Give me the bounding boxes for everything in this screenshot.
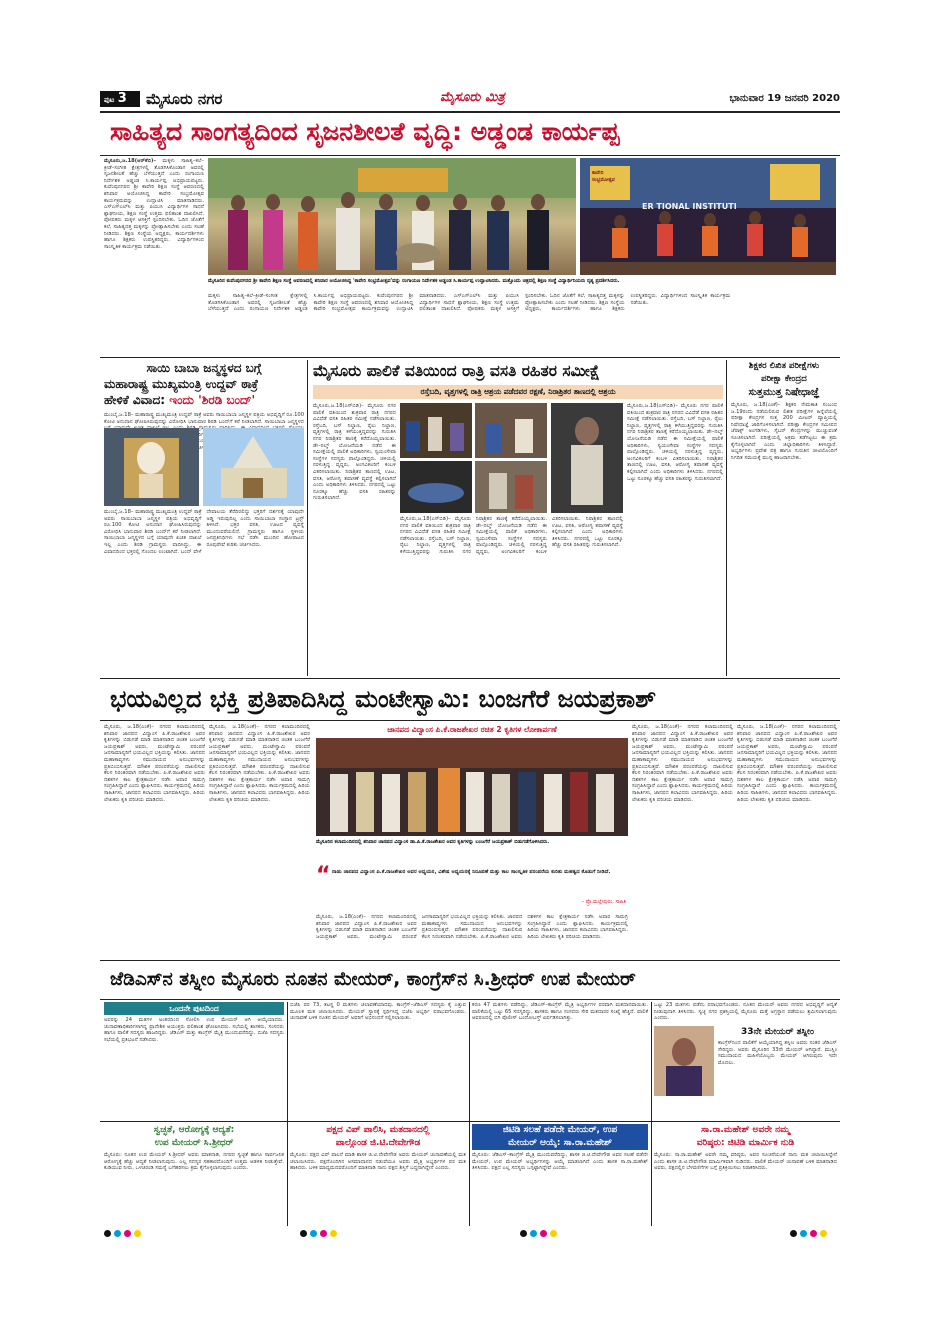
story5-body-col1 (104, 724, 205, 958)
story6-mayor-note-title: 33ನೇ ಮೇಯರ್ ತಸ್ನೀಂ (741, 1027, 814, 1037)
dance-stage (580, 158, 836, 275)
registration-dot (800, 1230, 807, 1237)
story2-body-lead (104, 412, 304, 426)
story5-kicker: ಜಾನಪದ ವಿದ್ವಾಂಸ ಪಿ.ಕೆ.ರಾಜಶೇಖರ ರಚಿತ 2 ಕೃತಿಗಳ ಲೋಕಾರ್ಪಣೆ (387, 725, 557, 734)
story3-subhead: ರಸ್ತೆಬದಿ, ವೃತ್ತಗಳಲ್ಲಿ ರಾತ್ರಿ ಆಶ್ರಯ ಪಡೆದವರ ರಕ್ಷಣೆ, ನಿರಾಶ್ರಿತರ ತಾಣದಲ್ಲಿ ಆಶ್ರಯ (313, 385, 723, 399)
story6-bottom-rule (100, 1121, 840, 1122)
quote-mark-icon: “ (316, 863, 331, 888)
shelter-scene (475, 461, 547, 513)
registration-dot (300, 1230, 307, 1237)
story6-col4: ಒಟ್ಟು 23 ಮತಗಳು ಪಡೆದು ಪರಾಭವಗೊಂಡರು. ನೂತನ ಮೇಯರ್ ಅವರು ನಗರದ ಅಭಿವೃದ್ಧಿಗೆ ಆದ್ಯತೆ ನೀಡುವುದಾಗಿ ತಿಳಿಸಿದರು. ಸ್ವಚ್ಛ ನಗರ ಪ್ರಶಸ್ತಿಯಲ್ಲಿ ಮೈಸೂರು ಮತ್ತೆ ಅಗ್ರಸ್ಥಾನ ಪಡೆಯಲು ಶ್ರಮಿಸಲಾಗುವುದು ಎಂದರು. (654, 1002, 837, 1022)
registration-dot (114, 1230, 121, 1237)
story5-headline: ಭಯವಿಲ್ಲದ ಭಕ್ತಿ ಪ್ರತಿಪಾದಿಸಿದ್ದ ಮಂಟೇಸ್ವಾಮಿ: ಬಂಜಗೆರೆ ಜಯಪ್ರಕಾಶ್ (110, 685, 657, 713)
brief3-headline-line2: ಮೇಯರ್ ಆಯ್ಕೆ: ಸಾ.ರಾ.ಮಹೇಶ್ (508, 1138, 612, 1148)
page-number-badge (100, 91, 140, 107)
registration-marks-left (104, 1230, 164, 1238)
registration-dot (520, 1230, 527, 1237)
story2-4-bottom-rule (100, 678, 840, 679)
story6-head-rule (100, 999, 840, 1000)
story2-body: ಮುಂಬೈ,ಜ.18– ಮಹಾರಾಷ್ಟ್ರ ಮುಖ್ಯಮಂತ್ರಿ ಉದ್ಧವ್ ಠಾಕ್ರೆ ಅವರು ಸಾಯಿಬಾಬಾ ಜನ್ಮಸ್ಥಳ ಪತ್ರಿಯ ಅಭಿವೃದ್ಧಿಗೆ ರೂ.100 ಕೋಟಿ ಅನುದಾನ ಘೋಷಿಸಿರುವುದನ್ನು ವಿರೋಧಿಸಿ ಭಾನುವಾರ ಶಿರಡಿ ಬಂದ್‌ಗೆ ಕರೆ ನೀಡಲಾಗಿದೆ. ಸಾಯಿಬಾಬಾ ಜನ್ಮಸ್ಥಳದ ಬಗ್ಗೆ ಯಾವುದೇ ಖಚಿತ ದಾಖಲೆ ಇಲ್ಲ ಎಂದು ಶಿರಡಿ ಗ್ರಾಮಸ್ಥರು ವಾದಿಸಿದ್ದು, ಈ ವಿವಾದದಿಂದ ಭಕ್ತರಲ್ಲಿ ಗೊಂದಲ ಉಂಟಾಗಿದೆ. ಬಂದ್ ವೇಳೆ ದೇವಾಲಯ ತೆರೆದಿರಲಿದ್ದು ಭಕ್ತರಿಗೆ ದರ್ಶನಕ್ಕೆ ಯಾವುದೇ ಅಡ್ಡಿ ಇರುವುದಿಲ್ಲ ಎಂದು ಸಾಯಿಬಾಬಾ ಸಂಸ್ಥಾನ ಟ್ರಸ್ಟ್ ತಿಳಿಸಿದೆ. ಭಕ್ತರ ವಸತಿ, ಊಟದ ವ್ಯವಸ್ಥೆ ಮುಂದುವರೆಯಲಿದೆ. ಗ್ರಾಮಸ್ಥರು ಹಾಗೂ ಸ್ಥಳೀಯ ಜನಪ್ರತಿನಿಧಿಗಳು ಸಭೆ ನಡೆಸಿ ಮುಂದಿನ ಹೋರಾಟದ ರೂಪುರೇಷೆ ಕುರಿತು ಚರ್ಚಿಸಿದರು. (104, 509, 304, 555)
story5-body-under-quote: ಮೈಸೂರು, ಜ.18(ಎಂಕೆ)– ನಗರದ ಕಲಾಮಂದಿರದಲ್ಲಿ ಶನಿವಾರ ಜಾನಪದ ವಿದ್ವಾಂಸ ಪಿ.ಕೆ.ರಾಜಶೇಖರ ಅವರ ಕೃತಿಗಳನ್ನು ಬಿಡುಗಡೆ ಮಾಡಿ ಮಾತನಾಡಿದ ಚಿಂತಕ ಬಂಜಗೆರೆ ಜಯಪ್ರಕಾಶ್ ಅವರು, ಮಂಟೇಸ್ವಾಮಿ ಪರಂಪರೆ ಜನಸಾಮಾನ್ಯರಿಗೆ ಭಯವಿಲ್ಲದ ಭಕ್ತಿಯನ್ನು ಕಲಿಸಿತು. ಜಾನಪದ ಮಹಾಕಾವ್ಯಗಳು ಸಮುದಾಯದ ಅನುಭವಗಳನ್ನು ಪ್ರತಿಬಿಂಬಿಸುತ್ತವೆ. ಮೌಖಿಕ ಪರಂಪರೆಯನ್ನು ದಾಖಲಿಸುವ ಕೆಲಸ ನಿರಂತರವಾಗಿ ನಡೆಯಬೇಕು. ಪಿ.ಕೆ.ರಾಜಶೇಖರ ಅವರು ದಶಕಗಳ ಕಾಲ ಕ್ಷೇತ್ರಕಾರ್ಯ ನಡೆಸಿ ಅಪಾರ ಸಾಮಗ್ರಿ ಸಂಗ್ರಹಿಸಿದ್ದಾರೆ ಎಂದು ಶ್ಲಾಘಿಸಿದರು. ಕಾರ್ಯಕ್ರಮದಲ್ಲಿ ಹಿರಿಯ ಸಾಹಿತಿಗಳು, ಜಾನಪದ ಕಲಾವಿದರು ಭಾಗವಹಿಸಿದ್ದರು. ಹಿರಿಯ ಲೇಖಕರು ಕೃತಿ ಪರಿಚಯ ಮಾಡಿದರು. (316, 914, 628, 940)
story3-body-col-last: ಮೈಸೂರು,ಜ.18(ಎಸ್‌ಬಿಡಿ)– ಮೈಸೂರು ನಗರ ಪಾಲಿಕೆ ವತಿಯಿಂದ ಶುಕ್ರವಾರ ರಾತ್ರಿ ನಗರದ ವಿವಿಧೆಡೆ ವಸತಿ ರಹಿತರ ಸಮೀಕ್ಷೆ ನಡೆಸಲಾಯಿತು. ರಸ್ತೆಬದಿ, ಬಸ್ ನಿಲ್ದಾಣ, ರೈಲು ನಿಲ್ದಾಣ, ವೃತ್ತಗಳಲ್ಲಿ ರಾತ್ರಿ ಕಳೆಯುತ್ತಿದ್ದವರನ್ನು ಗುರುತಿಸಿ ನಗರ ನಿರಾಶ್ರಿತರ ತಾಣಕ್ಕೆ ಕರೆದೊಯ್ಯಲಾಯಿತು. ಡೇ–ನಲ್ಮ್ ಯೋಜನೆಯಡಿ ನಡೆದ ಈ ಸಮೀಕ್ಷೆಯಲ್ಲಿ ಪಾಲಿಕೆ ಅಧಿಕಾರಿಗಳು, ಸ್ವಯಂಸೇವಾ ಸಂಸ್ಥೆಗಳ ಸದಸ್ಯರು ಪಾಲ್ಗೊಂಡಿದ್ದರು. ಚಳಿಯಲ್ಲಿ ನರಳುತ್ತಿದ್ದ ವೃದ್ಧರು, ಅಂಗವಿಕಲರಿಗೆ ಕಂಬಳಿ ವಿತರಿಸಲಾಯಿತು. ನಿರಾಶ್ರಿತರ ತಾಣದಲ್ಲಿ ಊಟ, ವಸತಿ, ಆರೋಗ್ಯ ತಪಾಸಣೆ ವ್ಯವಸ್ಥೆ ಕಲ್ಪಿಸಲಾಗಿದೆ ಎಂದು ಅಧಿಕಾರಿಗಳು ತಿಳಿಸಿದರು. ನಗರದಲ್ಲಿ ಒಟ್ಟು ನೂರಕ್ಕೂ ಹೆಚ್ಚು ವಸತಿ ರಹಿತರನ್ನು ಗುರುತಿಸಲಾಗಿದೆ. (627, 403, 723, 482)
book-release-stage (316, 738, 628, 836)
bottom-divider-3 (651, 1002, 652, 1226)
brief3-headline-line1: ಜಿಟಿಡಿ ಸಲಹೆ ಪಡೆದೇ ಮೇಯರ್, ಉಪ (502, 1125, 618, 1135)
story6-col3: ಕರಣ 47 ಮತಗಳು ಪಡೆದಿದ್ದು, ಜೆಡಿಎಸ್–ಕಾಂಗ್ರೆಸ್ ಮೈತ್ರಿ ಅಭ್ಯರ್ಥಿಗಳ ಪರವಾಗಿ ಮತದಾನವಾಯಿತು. ಪಾಲಿಕೆಯಲ್ಲಿ ಒಟ್ಟು 65 ಸದಸ್ಯರಿದ್ದು, ಶಾಸಕರು ಹಾಗೂ ಸಂಸದರು ಸೇರಿ ಮತದಾರರ ಸಂಖ್ಯೆ ಹೆಚ್ಚಿದೆ. ಪಾಲಿಕೆ ಆವರಣದಲ್ಲಿ ಬಿಗಿ ಪೊಲೀಸ್ ಬಂದೋಬಸ್ತ್ ಏರ್ಪಡಿಸಲಾಗಿತ್ತು. (472, 1002, 648, 1022)
story5-photo-book-release (316, 738, 628, 836)
story6-photo-mayor (654, 1026, 714, 1096)
registration-dot (550, 1230, 557, 1237)
story6-col2: ಬಿಜೆಪಿ ಪರ 73, ತಟಸ್ಥ 0 ಮತಗಳು ಚಲಾವಣೆಯಾದವು. ಕಾಂಗ್ರೆಸ್–ಜೆಡಿಎಸ್ ಸದಸ್ಯರು ಕೈ ಎತ್ತುವ ಮೂಲಕ ಮತ ಚಲಾಯಿಸಿದರು. ಮೇಯರ್ ಸ್ಥಾನಕ್ಕೆ ಸ್ಪರ್ಧಿಸಿದ್ದ ಬಿಜೆಪಿ ಅಭ್ಯರ್ಥಿ ಪರಾಭವಗೊಂಡರು. ಚುನಾವಣೆ ಬಳಿಕ ನೂತನ ಮೇಯರ್ ಅವರಿಗೆ ಅಭಿನಂದನೆ ಸಲ್ಲಿಸಲಾಯಿತು. (290, 1002, 466, 1022)
brief2-headline-line2: ಪಾಲ್ಗೊಂಡ ಜಿ.ಟಿ.ದೇವೇಗೌಡ (335, 1138, 421, 1148)
story5-quote-box (316, 863, 628, 913)
story2-body-lead-text: ಮುಂಬೈ,ಜ.18– ಮಹಾರಾಷ್ಟ್ರ ಮುಖ್ಯಮಂತ್ರಿ ಉದ್ಧವ್ ಠಾಕ್ರೆ ಅವರು ಸಾಯಿಬಾಬಾ ಜನ್ಮಸ್ಥಳ ಪತ್ರಿಯ ಅಭಿವೃದ್ಧಿಗೆ ರೂ.100 ಕೋಟಿ ಅನುದಾನ ಘೋಷಿಸಿರುವುದನ್ನು ವಿರೋಧಿಸಿ ಭಾನುವಾರ ಶಿರಡಿ ಬಂದ್‌ಗೆ ಕರೆ ನೀಡಲಾಗಿದೆ. ಸಾಯಿಬಾಬಾ ಜನ್ಮಸ್ಥಳದ (104, 412, 304, 425)
story3-body-col1 (313, 403, 396, 676)
registration-dot (124, 1230, 131, 1237)
story3-photo-people (475, 403, 547, 458)
brief2-body: ಮೈಸೂರು: ಪಕ್ಷದ ವಿಪ್ ಪಾಲನೆ ಮಾಡಿ ಶಾಸಕ ಜಿ.ಟಿ.ದೇವೇಗೌಡ ಅವರು ಮೇಯರ್ ಚುನಾವಣೆಯಲ್ಲಿ ಮತ ಚಲಾಯಿಸಿದರು. ಪಕ್ಷದೊಂದಿಗಿನ ಅಸಮಾಧಾನದ ನಡುವೆಯೂ ಅವರು ಮೈತ್ರಿ ಅಭ್ಯರ್ಥಿಗಳ ಪರ ಮತ ಹಾಕಿದರು. ಬಳಿಕ ಮಾಧ್ಯಮದವರೊಂದಿಗೆ ಮಾತನಾಡಿ ನಾನು ಪಕ್ಷದ ಶಿಸ್ತಿಗೆ ಬದ್ಧನಾಗಿದ್ದೇನೆ ಎಂದರು. (290, 1152, 466, 1172)
story5-body: ಮೈಸೂರು, ಜ.18(ಎಂಕೆ)– ನಗರದ ಕಲಾಮಂದಿರದಲ್ಲಿ ಶನಿವಾರ ಜಾನಪದ ವಿದ್ವಾಂಸ ಪಿ.ಕೆ.ರಾಜಶೇಖರ ಅವರ ಕೃತಿಗಳನ್ನು ಬಿಡುಗಡೆ ಮಾಡಿ ಮಾತನಾಡಿದ ಚಿಂತಕ ಬಂಜಗೆರೆ ಜಯಪ್ರಕಾಶ್ ಅವರು, ಮಂಟೇಸ್ವಾಮಿ ಪರಂಪರೆ ಜನಸಾಮಾನ್ಯರಿಗೆ ಭಯವಿಲ್ಲದ ಭಕ್ತಿಯನ್ನು ಕಲಿಸಿತು. ಜಾನಪದ ಮಹಾಕಾವ್ಯಗಳು ಸಮುದಾಯದ ಅನುಭವಗಳನ್ನು ಪ್ರತಿಬಿಂಬಿಸುತ್ತವೆ. ಮೌಖಿಕ ಪರಂಪರೆಯನ್ನು ದಾಖಲಿಸುವ ಕೆಲಸ ನಿರಂತರವಾಗಿ ನಡೆಯಬೇಕು. ಪಿ.ಕೆ.ರಾಜಶೇಖರ ಅವರು ದಶಕಗಳ ಕಾಲ ಕ್ಷೇತ್ರಕಾರ್ಯ ನಡೆಸಿ ಅಪಾರ ಸಾಮಗ್ರಿ ಸಂಗ್ರಹಿಸಿದ್ದಾರೆ ಎಂದು ಶ್ಲಾಘಿಸಿದರು. ಕಾರ್ಯಕ್ರಮದಲ್ಲಿ ಹಿರಿಯ ಸಾಹಿತಿಗಳು, ಜಾನಪದ ಕಲಾವಿದರು ಭಾಗವಹಿಸಿದ್ದರು. ಹಿರಿಯ ಲೇಖಕರು ಕೃತಿ ಪರಿಚಯ ಮಾಡಿದರು. (104, 724, 205, 803)
ceremony-figures (208, 158, 576, 275)
story3-body-more: ಮೈಸೂರು,ಜ.18(ಎಸ್‌ಬಿಡಿ)– ಮೈಸೂರು ನಗರ ಪಾಲಿಕೆ ವತಿಯಿಂದ ಶುಕ್ರವಾರ ರಾತ್ರಿ ನಗರದ ವಿವಿಧೆಡೆ ವಸತಿ ರಹಿತರ ಸಮೀಕ್ಷೆ ನಡೆಸಲಾಯಿತು. ರಸ್ತೆಬದಿ, ಬಸ್ ನಿಲ್ದಾಣ, ರೈಲು ನಿಲ್ದಾಣ, ವೃತ್ತಗಳಲ್ಲಿ ರಾತ್ರಿ ಕಳೆಯುತ್ತಿದ್ದವರನ್ನು ಗುರುತಿಸಿ ನಗರ ನಿರಾಶ್ರಿತರ ತಾಣಕ್ಕೆ ಕರೆದೊಯ್ಯಲಾಯಿತು. ಡೇ–ನಲ್ಮ್ ಯೋಜನೆಯಡಿ ನಡೆದ ಈ ಸಮೀಕ್ಷೆಯಲ್ಲಿ ಪಾಲಿಕೆ ಅಧಿಕಾರಿಗಳು, ಸ್ವಯಂಸೇವಾ ಸಂಸ್ಥೆಗಳ ಸದಸ್ಯರು ಪಾಲ್ಗೊಂಡಿದ್ದರು. ಚಳಿಯಲ್ಲಿ ನರಳುತ್ತಿದ್ದ ವೃದ್ಧರು, ಅಂಗವಿಕಲರಿಗೆ ಕಂಬಳಿ ವಿತರಿಸಲಾಯಿತು. ನಿರಾಶ್ರಿತರ ತಾಣದಲ್ಲಿ ಊಟ, ವಸತಿ, ಆರೋಗ್ಯ ತಪಾಸಣೆ ವ್ಯವಸ್ಥೆ ಕಲ್ಪಿಸಲಾಗಿದೆ ಎಂದು ಅಧಿಕಾರಿಗಳು ತಿಳಿಸಿದರು. ನಗರದಲ್ಲಿ ಒಟ್ಟು ನೂರಕ್ಕೂ ಹೆಚ್ಚು ವಸತಿ ರಹಿತರನ್ನು ಗುರುತಿಸಲಾಗಿದೆ. (400, 516, 623, 555)
people-scene (475, 403, 547, 458)
brief4-body: ಮೈಸೂರು: ಸಾ.ರಾ.ಮಹೇಶ್ ಅವರೇ ನಮ್ಮ ವರಿಷ್ಠರು, ಅವರ ಸೂಚನೆಯಂತೆ ನಾನು ಮತ ಚಲಾಯಿಸಿದ್ದೇನೆ ಎಂದು ಶಾಸಕ ಜಿ.ಟಿ.ದೇವೇಗೌಡ ಮಾರ್ಮಿಕವಾಗಿ ನುಡಿದರು. ಪಾಲಿಕೆ ಮೇಯರ್ ಚುನಾವಣೆ ಬಳಿಕ ಮಾತನಾಡಿದ ಅವರು, ಪಕ್ಷದಲ್ಲಿನ ಬೆಳವಣಿಗೆಗಳ ಬಗ್ಗೆ ಪ್ರತಿಕ್ರಿಯಿಸಲು ನಿರಾಕರಿಸಿದರು. (654, 1152, 837, 1172)
page-number: 3 (117, 91, 127, 106)
bottom-divider-1 (287, 1002, 288, 1226)
registration-marks-mid-right (520, 1230, 580, 1238)
story5-head-rule (100, 720, 840, 721)
story5-body-col2: ಮೈಸೂರು, ಜ.18(ಎಂಕೆ)– ನಗರದ ಕಲಾಮಂದಿರದಲ್ಲಿ ಶನಿವಾರ ಜಾನಪದ ವಿದ್ವಾಂಸ ಪಿ.ಕೆ.ರಾಜಶೇಖರ ಅವರ ಕೃತಿಗಳನ್ನು ಬಿಡುಗಡೆ ಮಾಡಿ ಮಾತನಾಡಿದ ಚಿಂತಕ ಬಂಜಗೆರೆ ಜಯಪ್ರಕಾಶ್ ಅವರು, ಮಂಟೇಸ್ವಾಮಿ ಪರಂಪರೆ ಜನಸಾಮಾನ್ಯರಿಗೆ ಭಯವಿಲ್ಲದ ಭಕ್ತಿಯನ್ನು ಕಲಿಸಿತು. ಜಾನಪದ ಮಹಾಕಾವ್ಯಗಳು ಸಮುದಾಯದ ಅನುಭವಗಳನ್ನು ಪ್ರತಿಬಿಂಬಿಸುತ್ತವೆ. ಮೌಖಿಕ ಪರಂಪರೆಯನ್ನು ದಾಖಲಿಸುವ ಕೆಲಸ ನಿರಂತರವಾಗಿ ನಡೆಯಬೇಕು. ಪಿ.ಕೆ.ರಾಜಶೇಖರ ಅವರು ದಶಕಗಳ ಕಾಲ ಕ್ಷೇತ್ರಕಾರ್ಯ ನಡೆಸಿ ಅಪಾರ ಸಾಮಗ್ರಿ ಸಂಗ್ರಹಿಸಿದ್ದಾರೆ ಎಂದು ಶ್ಲಾಘಿಸಿದರು. ಕಾರ್ಯಕ್ರಮದಲ್ಲಿ ಹಿರಿಯ ಸಾಹಿತಿಗಳು, ಜಾನಪದ ಕಲಾವಿದರು ಭಾಗವಹಿಸಿದ್ದರು. ಹಿರಿಯ ಲೇಖಕರು ಕೃತಿ ಪರಿಚಯ ಮಾಡಿದರು. (209, 724, 310, 803)
story4-headline (731, 360, 837, 399)
story5-body-col5: ಮೈಸೂರು, ಜ.18(ಎಂಕೆ)– ನಗರದ ಕಲಾಮಂದಿರದಲ್ಲಿ ಶನಿವಾರ ಜಾನಪದ ವಿದ್ವಾಂಸ ಪಿ.ಕೆ.ರಾಜಶೇಖರ ಅವರ ಕೃತಿಗಳನ್ನು ಬಿಡುಗಡೆ ಮಾಡಿ ಮಾತನಾಡಿದ ಚಿಂತಕ ಬಂಜಗೆರೆ ಜಯಪ್ರಕಾಶ್ ಅವರು, ಮಂಟೇಸ್ವಾಮಿ ಪರಂಪರೆ ಜನಸಾಮಾನ್ಯರಿಗೆ ಭಯವಿಲ್ಲದ ಭಕ್ತಿಯನ್ನು ಕಲಿಸಿತು. ಜಾನಪದ ಮಹಾಕಾವ್ಯಗಳು ಸಮುದಾಯದ ಅನುಭವಗಳನ್ನು ಪ್ರತಿಬಿಂಬಿಸುತ್ತವೆ. ಮೌಖಿಕ ಪರಂಪರೆಯನ್ನು ದಾಖಲಿಸುವ ಕೆಲಸ ನಿರಂತರವಾಗಿ ನಡೆಯಬೇಕು. ಪಿ.ಕೆ.ರಾಜಶೇಖರ ಅವರು ದಶಕಗಳ ಕಾಲ ಕ್ಷೇತ್ರಕಾರ್ಯ ನಡೆಸಿ ಅಪಾರ ಸಾಮಗ್ರಿ ಸಂಗ್ರಹಿಸಿದ್ದಾರೆ ಎಂದು ಶ್ಲಾಘಿಸಿದರು. ಕಾರ್ಯಕ್ರಮದಲ್ಲಿ ಹಿರಿಯ ಸಾಹಿತಿಗಳು, ಜಾನಪದ ಕಲಾವಿದರು ಭಾಗವಹಿಸಿದ್ದರು. ಹಿರಿಯ ಲೇಖಕರು ಕೃತಿ ಪರಿಚಯ ಮಾಡಿದರು. (737, 724, 837, 803)
banner-line1: ಕಾವೇರಿ (592, 170, 604, 176)
story6-headline: ಜೆಡಿಎಸ್‌ನ ತಸ್ನೀಂ ಮೈಸೂರು ನೂತನ ಮೇಯರ್, ಕಾಂಗ್ರೆಸ್‌ನ ಸಿ.ಶ್ರೀಧರ್ ಉಪ ಮೇಯರ್ (110, 969, 636, 990)
registration-dot (820, 1230, 827, 1237)
newspaper-name: ಮೈಸೂರು ಮಿತ್ರ (440, 90, 505, 105)
story3-photo-shelter (475, 461, 547, 513)
bottom-divider-2 (469, 1002, 470, 1226)
section-name: ಮೈಸೂರು ನಗರ (146, 90, 223, 108)
story5-caption: ಮೈಸೂರಿನ ಕಲಾಮಂದಿರದಲ್ಲಿ ಶನಿವಾರ ಜಾನಪದ ವಿದ್ವಾಂಸ ಡಾ.ಪಿ.ಕೆ.ರಾಜಶೇಖರ ಅವರ ಕೃತಿಗಳನ್ನು ಬಂಜಗೆರೆ ಜಯಪ್ರಕಾಶ್ ಬಿಡುಗಡೆಗೊಳಿಸಿದರು. (316, 839, 550, 845)
story6-col1: ಅವರನ್ನು 24 ಮತಗಳ ಅಂತರದಿಂದ ಸೋಲಿಸಿ ಉಪ ಮೇಯರ್ ಆಗಿ ಆಯ್ಕೆಯಾದರು. ಚುನಾವಣಾಧಿಕಾರಿಗಳಾಗಿದ್ದ ಪ್ರಾದೇಶಿಕ ಆಯುಕ್ತರು ಫಲಿತಾಂಶ ಘೋಷಿಸಿದರು. ಸಭೆಯಲ್ಲಿ ಶಾಸಕರು, ಸಂಸದರು ಹಾಗೂ ಪಾಲಿಕೆ ಸದಸ್ಯರು ಹಾಜರಿದ್ದರು. ಜೆಡಿಎಸ್ ಮತ್ತು ಕಾಂಗ್ರೆಸ್ ಮೈತ್ರಿ ಮುಂದುವರೆದಿದ್ದು, ಬಿಜೆಪಿ ಸದಸ್ಯರು ಸಭೆಯಲ್ಲಿ ಪ್ರತಿಭಟನೆ ನಡೆಸಿದರು. (104, 1017, 284, 1043)
story4-headline-line1: ಶಿಕ್ಷಕರ ಲಿಖಿತ ಪರೀಕ್ಷೆಗಳು (748, 361, 820, 371)
story3-photo-sleeping (400, 461, 472, 513)
story6-continued-tag: ಒಂದನೇ ಪುಟದಿಂದ (104, 1002, 284, 1015)
story3-headline: ಮೈಸೂರು ಪಾಲಿಕೆ ವತಿಯಿಂದ ರಾತ್ರಿ ವಸತಿ ರಹಿತರ ಸಮೀಕ್ಷೆ (313, 362, 600, 380)
story5-quote-attribution: – ಪ್ರೊ.ಮಲ್ಲೇಪುರಂ, ಸಾಹಿತಿ (581, 899, 626, 905)
brief2-headline-line1: ಪಕ್ಷದ ವಿಪ್ ಪಾಲಿಸಿ, ಮತದಾನದಲ್ಲಿ (326, 1125, 430, 1135)
story3-body: ಮೈಸೂರು,ಜ.18(ಎಸ್‌ಬಿಡಿ)– ಮೈಸೂರು ನಗರ ಪಾಲಿಕೆ ವತಿಯಿಂದ ಶುಕ್ರವಾರ ರಾತ್ರಿ ನಗರದ ವಿವಿಧೆಡೆ ವಸತಿ ರಹಿತರ ಸಮೀಕ್ಷೆ ನಡೆಸಲಾಯಿತು. ರಸ್ತೆಬದಿ, ಬಸ್ ನಿಲ್ದಾಣ, ರೈಲು ನಿಲ್ದಾಣ, ವೃತ್ತಗಳಲ್ಲಿ ರಾತ್ರಿ ಕಳೆಯುತ್ತಿದ್ದವರನ್ನು ಗುರುತಿಸಿ ನಗರ ನಿರಾಶ್ರಿತರ ತಾಣಕ್ಕೆ ಕರೆದೊಯ್ಯಲಾಯಿತು. ಡೇ–ನಲ್ಮ್ ಯೋಜನೆಯಡಿ ನಡೆದ ಈ ಸಮೀಕ್ಷೆಯಲ್ಲಿ ಪಾಲಿಕೆ ಅಧಿಕಾರಿಗಳು, ಸ್ವಯಂಸೇವಾ ಸಂಸ್ಥೆಗಳ ಸದಸ್ಯರು ಪಾಲ್ಗೊಂಡಿದ್ದರು. ಚಳಿಯಲ್ಲಿ ನರಳುತ್ತಿದ್ದ ವೃದ್ಧರು, ಅಂಗವಿಕಲರಿಗೆ ಕಂಬಳಿ ವಿತರಿಸಲಾಯಿತು. ನಿರಾಶ್ರಿತರ ತಾಣದಲ್ಲಿ ಊಟ, ವಸತಿ, ಆರೋಗ್ಯ ತಪಾಸಣೆ ವ್ಯವಸ್ಥೆ ಕಲ್ಪಿಸಲಾಗಿದೆ ಎಂದು ಅಧಿಕಾರಿಗಳು ತಿಳಿಸಿದರು. ನಗರದಲ್ಲಿ ಒಟ್ಟು ನೂರಕ್ಕೂ ಹೆಚ್ಚು ವಸತಿ ರಹಿತರನ್ನು ಗುರುತಿಸಲಾಗಿದೆ. (313, 403, 396, 502)
story2-photo-shirdi (104, 428, 199, 506)
page-label: ಪುಟ (104, 96, 115, 104)
shirdi-temple-image (104, 428, 199, 506)
story6-mayor-note: ಕಾಂಗ್ರೆಸ್‌ನಿಂದ ಪಾಲಿಕೆಗೆ ಆಯ್ಕೆಯಾಗಿದ್ದ ತಸ್ನೀಂ ಅವರು ನಂತರ ಜೆಡಿಎಸ್ ಸೇರಿದ್ದರು. ಅವರು ಮೈಸೂರಿನ 33ನೇ ಮೇಯರ್ ಆಗಿದ್ದಾರೆ. ಮುಸ್ಲಿಂ ಸಮುದಾಯದ ಮಹಿಳೆಯೊಬ್ಬರು ಮೇಯರ್ ಆಗಿರುವುದು ಇದೇ ಮೊದಲು. (718, 1040, 837, 1066)
story2-headline-line3b: ಇಂದು 'ಶಿರಡಿ ಬಂದ್' (169, 393, 256, 407)
registration-dot (320, 1230, 327, 1237)
masthead (100, 88, 840, 110)
story3-photo-elderly-man (551, 403, 623, 513)
story1-body-col1 (104, 158, 204, 354)
story4-body: ಮೈಸೂರು, ಜ.18(ಎಂಕೆ)– ಶಿಕ್ಷಕರ ನೇಮಕಾತಿ ಸಂಬಂಧ ಜ.19ರಂದು ನಡೆಯಲಿರುವ ಲಿಖಿತ ಪರೀಕ್ಷೆಗಳ ಹಿನ್ನೆಲೆಯಲ್ಲಿ ಪರೀಕ್ಷಾ ಕೇಂದ್ರಗಳ ಸುತ್ತ 200 ಮೀಟರ್ ವ್ಯಾಪ್ತಿಯಲ್ಲಿ ನಿಷೇಧಾಜ್ಞೆ ಜಾರಿಗೊಳಿಸಲಾಗಿದೆ. ಪರೀಕ್ಷಾ ಕೇಂದ್ರಗಳ ಸಮೀಪದ ಜೆರಾಕ್ಸ್ ಅಂಗಡಿಗಳು, ಸೈಬರ್ ಕೇಂದ್ರಗಳನ್ನು ಮುಚ್ಚುವಂತೆ ಸೂಚಿಸಲಾಗಿದೆ. ಪರೀಕ್ಷೆಯಲ್ಲಿ ಅಕ್ರಮ ತಡೆಗಟ್ಟಲು ಈ ಕ್ರಮ ಕೈಗೊಳ್ಳಲಾಗಿದೆ ಎಂದು ಜಿಲ್ಲಾಧಿಕಾರಿಗಳು ತಿಳಿಸಿದ್ದಾರೆ. ಅಭ್ಯರ್ಥಿಗಳು ಪ್ರವೇಶ ಪತ್ರ ಹಾಗೂ ಗುರುತಿನ ಚೀಟಿಯೊಂದಿಗೆ ನಿಗದಿತ ಸಮಯಕ್ಕೆ ಮುನ್ನ ಹಾಜರಾಗಬೇಕು. (731, 402, 837, 461)
registration-dot (104, 1230, 111, 1237)
brief3-body: ಮೈಸೂರು: ಜೆಡಿಎಸ್–ಕಾಂಗ್ರೆಸ್ ಮೈತ್ರಿ ಮುಂದುವರೆದಿದ್ದು, ಶಾಸಕ ಜಿ.ಟಿ.ದೇವೇಗೌಡ ಅವರ ಸಲಹೆ ಪಡೆದೇ ಮೇಯರ್, ಉಪ ಮೇಯರ್ ಅಭ್ಯರ್ಥಿಗಳನ್ನು ಆಯ್ಕೆ ಮಾಡಲಾಗಿದೆ ಎಂದು ಶಾಸಕ ಸಾ.ರಾ.ಮಹೇಶ್ ತಿಳಿಸಿದರು. ಪಕ್ಷದ ಎಲ್ಲ ಸದಸ್ಯರು ಒಗ್ಗಟ್ಟಾಗಿದ್ದೇವೆ ಎಂದರು. (472, 1152, 648, 1172)
temple-image (203, 428, 304, 506)
story5-quote: ನಾಡು ಜಾನಪದ ವಿದ್ವಾಂಸ ಪಿ.ಕೆ.ರಾಜಶೇಖರ ಅವರ ಅಧ್ಯಯನ, ವಿಶೇಷ ಅಧ್ಯಯನಕ್ಕೆ ನಿರೂಪಣೆ ಮತ್ತು ಕಾಲ ಸಾಂಸ್ಕೃತಿಕ ಪರಂಪರೆಯ ಕುರಿತು ಮಹತ್ವದ ಕೊಡುಗೆ ನೀಡಿದೆ. (332, 869, 611, 875)
story1-body-continued: ಮಕ್ಕಳು ಸಾಹಿತ್ಯ–ಕಲೆ–ಕ್ರೀಡೆ–ಸಂಗೀತ ಕ್ಷೇತ್ರಗಳಲ್ಲಿ ತೊಡಗಿಸಿಕೊಂಡಾಗ ಅವರಲ್ಲಿ ಸೃಜನಶೀಲತೆ ಹೆಚ್ಚು ಬೆಳೆಯುತ್ತದೆ ಎಂದು ರಂಗಾಯಣ ನಿರ್ದೇಶಕ ಅಡ್ಡಂಡ ಸಿ.ಕಾರ್ಯಪ್ಪ ಅಭಿಪ್ರಾಯಪಟ್ಟರು. ಕುವೆಂಪುನಗರದ ಶ್ರೀ ಕಾವೇರಿ ಶಿಕ್ಷಣ ಸಂಸ್ಥೆ ಆವರಣದಲ್ಲಿ ಶನಿವಾರ ಆಯೋಜಿಸಿದ್ದ ಕಾವೇರಿ ಸಂಭ್ರಮೋತ್ಸವ ಕಾರ್ಯಕ್ರಮವನ್ನು ಉದ್ಘಾಟಿಸಿ ಮಾತನಾಡಿದರು. ಎಸ್‌ಎಸ್‌ಎಲ್‌ಸಿ ಮತ್ತು ಪಿಯುಸಿ ವಿದ್ಯಾರ್ಥಿಗಳ ಸಾಧನೆ ಶ್ಲಾಘನೀಯ, ಶಿಕ್ಷಣ ಸಂಸ್ಥೆ ಉತ್ತಮ ಫಲಿತಾಂಶ ದಾಖಲಿಸಿದೆ. ಪೋಷಕರು ಮಕ್ಕಳ ಆಸಕ್ತಿಗೆ ಸ್ಪಂದಿಸಬೇಕು. ಓದಿನ ಜೊತೆಗೆ ಕಲೆ, ಸಾಹಿತ್ಯದತ್ತ ಮಕ್ಕಳನ್ನು ಪ್ರೋತ್ಸಾಹಿಸಬೇಕು ಎಂದು ಸಲಹೆ ನೀಡಿದರು. ಶಿಕ್ಷಣ ಸಂಸ್ಥೆಯ ಅಧ್ಯಕ್ಷರು, ಕಾರ್ಯದರ್ಶಿಗಳು ಹಾಗೂ ಶಿಕ್ಷಕರು ಉಪಸ್ಥಿತರಿದ್ದರು. ವಿದ್ಯಾರ್ಥಿಗಳಿಂದ ಸಾಂಸ್ಕೃತಿಕ ಕಾರ್ಯಕ್ರಮ ನಡೆಯಿತು. (208, 293, 731, 313)
street-scene (400, 403, 472, 458)
registration-marks-right (790, 1230, 840, 1238)
registration-dot (530, 1230, 537, 1237)
story2-headline-line3a: ಹೇಳಿಕೆ ವಿವಾದ: (104, 393, 166, 407)
brief1-headline-line2: ಉಪ ಮೇಯರ್ ಸಿ.ಶ್ರೀಧರ್ (154, 1138, 234, 1148)
stage-banner-text: ER TIONAL INSTITUTI (642, 202, 737, 211)
story1-bottom-rule (100, 357, 840, 358)
story5-body-col4: ಮೈಸೂರು, ಜ.18(ಎಂಕೆ)– ನಗರದ ಕಲಾಮಂದಿರದಲ್ಲಿ ಶನಿವಾರ ಜಾನಪದ ವಿದ್ವಾಂಸ ಪಿ.ಕೆ.ರಾಜಶೇಖರ ಅವರ ಕೃತಿಗಳನ್ನು ಬಿಡುಗಡೆ ಮಾಡಿ ಮಾತನಾಡಿದ ಚಿಂತಕ ಬಂಜಗೆರೆ ಜಯಪ್ರಕಾಶ್ ಅವರು, ಮಂಟೇಸ್ವಾಮಿ ಪರಂಪರೆ ಜನಸಾಮಾನ್ಯರಿಗೆ ಭಯವಿಲ್ಲದ ಭಕ್ತಿಯನ್ನು ಕಲಿಸಿತು. ಜಾನಪದ ಮಹಾಕಾವ್ಯಗಳು ಸಮುದಾಯದ ಅನುಭವಗಳನ್ನು ಪ್ರತಿಬಿಂಬಿಸುತ್ತವೆ. ಮೌಖಿಕ ಪರಂಪರೆಯನ್ನು ದಾಖಲಿಸುವ ಕೆಲಸ ನಿರಂತರವಾಗಿ ನಡೆಯಬೇಕು. ಪಿ.ಕೆ.ರಾಜಶೇಖರ ಅವರು ದಶಕಗಳ ಕಾಲ ಕ್ಷೇತ್ರಕಾರ್ಯ ನಡೆಸಿ ಅಪಾರ ಸಾಮಗ್ರಿ ಸಂಗ್ರಹಿಸಿದ್ದಾರೆ ಎಂದು ಶ್ಲಾಘಿಸಿದರು. ಕಾರ್ಯಕ್ರಮದಲ್ಲಿ ಹಿರಿಯ ಸಾಹಿತಿಗಳು, ಜಾನಪದ ಕಲಾವಿದರು ಭಾಗವಹಿಸಿದ್ದರು. ಹಿರಿಯ ಲೇಖಕರು ಕೃತಿ ಪರಿಚಯ ಮಾಡಿದರು. (632, 724, 733, 803)
story1-dateline: ಮೈಸೂರು,ಜ.18(ಆರ್‌ಕೆಬಿ)– (104, 158, 156, 164)
registration-dot (310, 1230, 317, 1237)
story3-photo-street (400, 403, 472, 458)
story1-photo-dance (580, 158, 836, 275)
registration-marks-mid-left (300, 1230, 360, 1238)
registration-dot (790, 1230, 797, 1237)
registration-dot (540, 1230, 547, 1237)
story2-headline-line1: ಸಾಯಿ ಬಾಬಾ ಜನ್ಮಸ್ಥಳದ ಬಗ್ಗೆ (146, 361, 262, 375)
elderly-man-image (551, 403, 623, 513)
brief4-headline-line1: ಸಾ.ರಾ.ಮಹೇಶ್ ಅವರೇ ನಮ್ಮ (701, 1125, 790, 1135)
story3-divider (726, 360, 727, 676)
story4-headline-line3: ಸುತ್ತಮುತ್ತ ನಿಷೇಧಾಜ್ಞೆ (748, 387, 820, 398)
banner-line2: ಸಂಭ್ರಮೋತ್ಸವ (592, 177, 615, 183)
story1-head-rule (100, 155, 840, 156)
registration-dot (810, 1230, 817, 1237)
brief1-headline (104, 1124, 284, 1150)
mayor-portrait (654, 1026, 714, 1096)
story4-headline-line2: ಪರೀಕ್ಷಾ ಕೇಂದ್ರದ (761, 374, 807, 384)
story1-headline: ಸಾಹಿತ್ಯದ ಸಾಂಗತ್ಯದಿಂದ ಸೃಜನಶೀಲತೆ ವೃದ್ಧಿ: ಅಡ್ಡಂಡ ಕಾರ್ಯಪ್ಪ (110, 117, 620, 146)
story2-divider (307, 360, 308, 676)
story1-caption: ಮೈಸೂರಿನ ಕುವೆಂಪುನಗರದ ಶ್ರೀ ಕಾವೇರಿ ಶಿಕ್ಷಣ ಸಂಸ್ಥೆ ಆವರಣದಲ್ಲಿ ಶನಿವಾರ ಆಯೋಜಿಸಿದ್ದ 'ಕಾವೇರಿ ಸಂಭ್ರಮೋತ್ಸವ'ವನ್ನು ರಂಗಾಯಣ ನಿರ್ದೇಶಕ ಅಡ್ಡಂಡ ಸಿ.ಕಾರ್ಯಪ್ಪ ಉದ್ಘಾಟಿಸಿದರು. ಮತ್ತೊಂದು ಚಿತ್ರದಲ್ಲಿ ಶಿಕ್ಷಣ ಸಂಸ್ಥೆ ವಿದ್ಯಾರ್ಥಿನಿಯರು ನೃತ್ಯ ಪ್ರದರ್ಶಿಸಿದರು. (208, 278, 620, 284)
story5-bottom-rule (100, 960, 840, 961)
story2-headline-line2: ಮಹಾರಾಷ್ಟ್ರ ಮುಖ್ಯಮಂತ್ರಿ ಉದ್ದವ್ ಠಾಕ್ರೆ (104, 377, 259, 391)
registration-dot (134, 1230, 141, 1237)
sleeping-scene (400, 461, 472, 513)
brief4-headline (654, 1124, 837, 1150)
banner-label (592, 170, 615, 184)
brief2-headline (290, 1124, 466, 1150)
story2-headline (104, 360, 304, 408)
story1-body: ಮಕ್ಕಳು ಸಾಹಿತ್ಯ–ಕಲೆ–ಕ್ರೀಡೆ–ಸಂಗೀತ ಕ್ಷೇತ್ರಗಳಲ್ಲಿ ತೊಡಗಿಸಿಕೊಂಡಾಗ ಅವರಲ್ಲಿ ಸೃಜನಶೀಲತೆ ಹೆಚ್ಚು ಬೆಳೆಯುತ್ತದೆ ಎಂದು ರಂಗಾಯಣ ನಿರ್ದೇಶಕ ಅಡ್ಡಂಡ ಸಿ.ಕಾರ್ಯಪ್ಪ ಅಭಿಪ್ರಾಯಪಟ್ಟರು. ಕುವೆಂಪುನಗರದ ಶ್ರೀ ಕಾವೇರಿ ಶಿಕ್ಷಣ ಸಂಸ್ಥೆ ಆವರಣದಲ್ಲಿ ಶನಿವಾರ ಆಯೋಜಿಸಿದ್ದ ಕಾವೇರಿ ಸಂಭ್ರಮೋತ್ಸವ ಕಾರ್ಯಕ್ರಮವನ್ನು ಉದ್ಘಾಟಿಸಿ ಮಾತನಾಡಿದರು. ಎಸ್‌ಎಸ್‌ಎಲ್‌ಸಿ ಮತ್ತು ಪಿಯುಸಿ ವಿದ್ಯಾರ್ಥಿಗಳ ಸಾಧನೆ ಶ್ಲಾಘನೀಯ, ಶಿಕ್ಷಣ ಸಂಸ್ಥೆ ಉತ್ತಮ ಫಲಿತಾಂಶ ದಾಖಲಿಸಿದೆ. ಪೋಷಕರು ಮಕ್ಕಳ ಆಸಕ್ತಿಗೆ ಸ್ಪಂದಿಸಬೇಕು. ಓದಿನ ಜೊತೆಗೆ ಕಲೆ, ಸಾಹಿತ್ಯದತ್ತ ಮಕ್ಕಳನ್ನು ಪ್ರೋತ್ಸಾಹಿಸಬೇಕು ಎಂದು ಸಲಹೆ ನೀಡಿದರು. ಶಿಕ್ಷಣ ಸಂಸ್ಥೆಯ ಅಧ್ಯಕ್ಷರು, ಕಾರ್ಯದರ್ಶಿಗಳು ಹಾಗೂ ಶಿಕ್ಷಕರು ಉಪಸ್ಥಿತರಿದ್ದರು. ವಿದ್ಯಾರ್ಥಿಗಳಿಂದ ಸಾಂಸ್ಕೃತಿಕ ಕಾರ್ಯಕ್ರಮ ನಡೆಯಿತು. (104, 158, 204, 250)
brief1-headline-line1: ಸ್ವಚ್ಛತೆ, ಆರೋಗ್ಯಕ್ಕೆ ಆದ್ಯತೆ: (153, 1125, 235, 1135)
brief3-headline (472, 1124, 648, 1150)
brief1-body: ಮೈಸೂರು: ನೂತನ ಉಪ ಮೇಯರ್ ಸಿ.ಶ್ರೀಧರ್ ಅವರು ಮಾತನಾಡಿ, ನಗರದ ಸ್ವಚ್ಛತೆ ಹಾಗೂ ಸಾರ್ವಜನಿಕ ಆರೋಗ್ಯಕ್ಕೆ ಹೆಚ್ಚು ಆದ್ಯತೆ ನೀಡಲಾಗುವುದು. ಎಲ್ಲ ಸದಸ್ಯರ ಸಹಕಾರದೊಂದಿಗೆ ಉತ್ತಮ ಆಡಳಿತ ನೀಡುತ್ತೇವೆ. ಕುಡಿಯುವ ನೀರು, ಒಳಚರಂಡಿ ಸಮಸ್ಯೆ ಬಗೆಹರಿಸಲು ಕ್ರಮ ಕೈಗೊಳ್ಳಲಾಗುವುದು ಎಂದರು. (104, 1152, 284, 1172)
brief4-headline-line2: ವರಿಷ್ಠರು: ಜಿಟಿಡಿ ಮಾರ್ಮಿಕ ನುಡಿ (696, 1138, 795, 1148)
registration-dot (330, 1230, 337, 1237)
story2-photo-temple (203, 428, 304, 506)
story1-photo-ceremony (208, 158, 576, 275)
issue-date: ಭಾನುವಾರ 19 ಜನವರಿ 2020 (729, 93, 840, 104)
story1-continued (208, 293, 836, 355)
